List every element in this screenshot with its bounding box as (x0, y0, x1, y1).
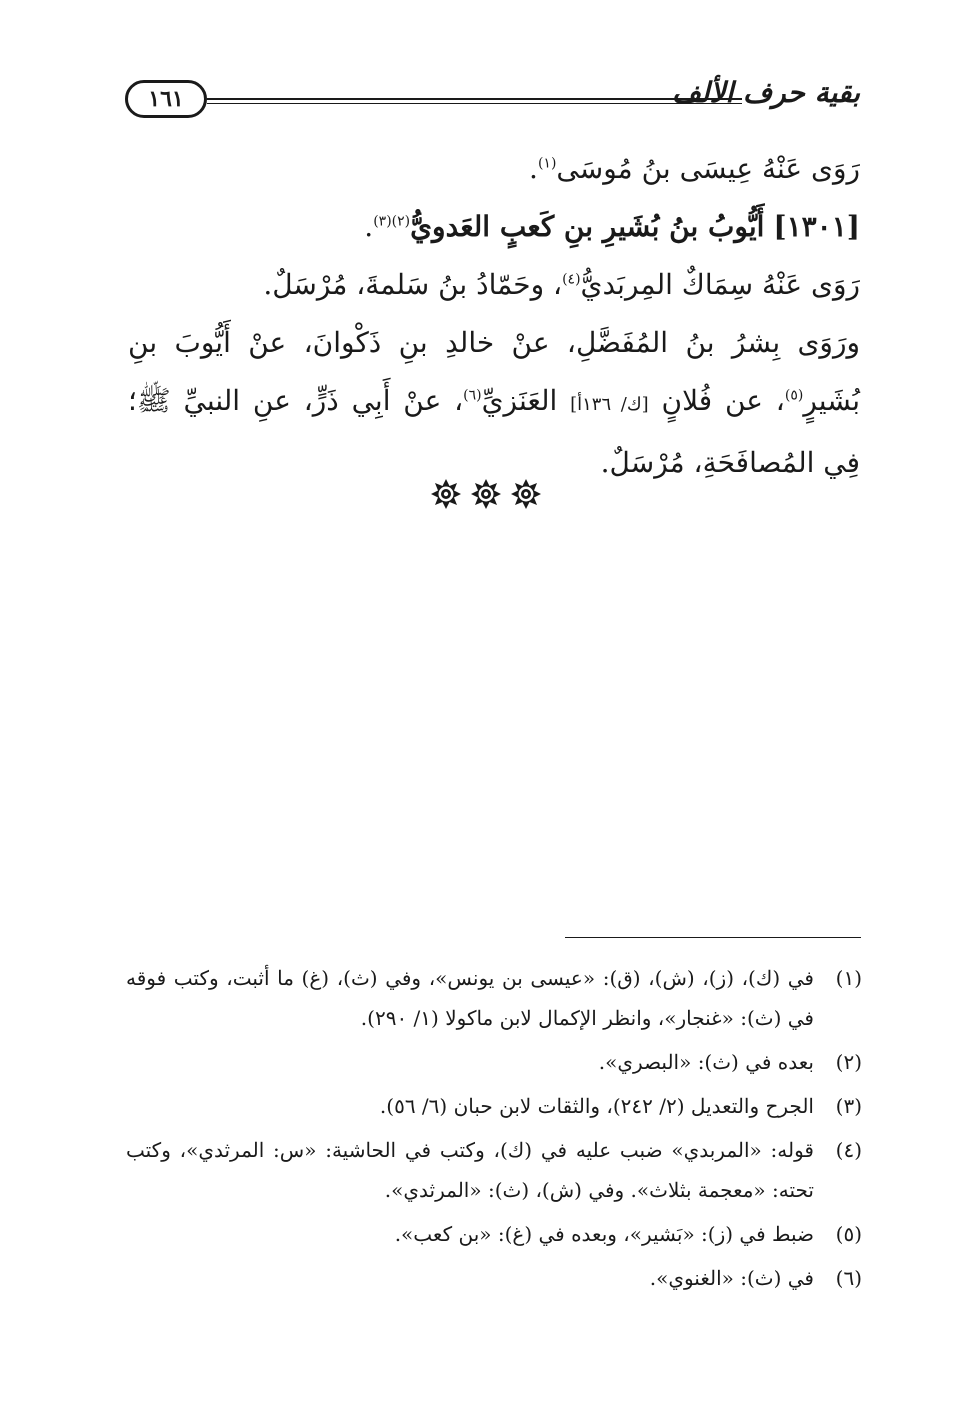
footnote-text: ضبط في (ز): «بَشير»، وبعده في (غ): «بن كعب». (394, 1222, 814, 1246)
footnote-text: في (ك)، (ز)، (ش)، (ق): «عيسى بن يونس»، وفي (ث)، (غ) ما أثبت، وكتب فوقه في (ث): «غنجار»، وانظر الإكمال لابن ماكولا (١/ ٢٩٠). (126, 966, 814, 1030)
footnote-number: (٦) (835, 1266, 862, 1290)
footnote-ref: (٢)(٣) (373, 213, 411, 230)
page-number: ١٦١ (125, 80, 207, 118)
footnote-number: (٣) (835, 1094, 862, 1118)
footnote-item (126, 958, 862, 1038)
footnote-text: الجرح والتعديل (٢/ ٢٤٢)، والثقات لابن حبان (٦/ ٥٦). (379, 1094, 814, 1118)
section-ornaments (0, 478, 971, 514)
footnote-separator (565, 937, 861, 938)
footnote-text: قوله: «المربدي» ضبب عليه في (ك)، وكتب في الحاشية: «س: المرثدي»، وكتب تحته: «معجمة بثلاث». وفي (ش)، (ث): «المرثدي». (126, 1138, 814, 1202)
footnote-ref: (٤) (562, 271, 581, 288)
footnote-item (126, 1130, 862, 1210)
ornament-icon (470, 478, 502, 510)
entry-name: أَيُّوبُ بنُ بُشَيرِ بنِ كَعبٍ العَدويُّ (410, 210, 765, 243)
header-rule-thin (207, 103, 742, 104)
footnote-ref: (١) (537, 155, 557, 172)
entry-heading: [١٣٠١] أَيُّوبُ بنُ بُشَيرِ بنِ كَعبٍ العَدويُّ$^{(٢)(٣)}$. (364, 210, 860, 243)
footnote-number: (١) (835, 966, 862, 990)
footnote-number: (٢) (835, 1050, 862, 1074)
narration-line: رَوَى عَنْهُ سِمَاكٌ المِربَديُّ$^{(٤)}$، وحَمّادُ بنُ سَلمةَ، مُرْسَلٌ. (263, 268, 860, 301)
manuscript-reference: [ك/ ١٣٦أ] (570, 394, 649, 415)
running-title: بقية حرف الألف (672, 76, 860, 109)
footnote-number: (٤) (835, 1138, 862, 1162)
ornament-icon (430, 478, 462, 510)
narration-line: رَوَى عَنْهُ عِيسَى بنُ مُوسَى$^{(١)}$. (529, 152, 860, 185)
footnote-text: في (ث): «الغنوي». (649, 1266, 814, 1290)
footnote-text: بعده في (ث): «البصري». (598, 1050, 814, 1074)
header-rule (207, 98, 742, 100)
entry-number: [١٣٠١] (773, 210, 860, 243)
footnote-ref: (٥) (784, 387, 804, 404)
footnote-item (126, 1086, 862, 1126)
footnote-item (126, 1258, 862, 1298)
footnote-ref: (٦) (463, 387, 482, 404)
page-header (125, 72, 860, 132)
footnotes (126, 958, 862, 1302)
ornament-icon (510, 478, 542, 510)
footnote-item (126, 1042, 862, 1082)
footnote-number: (٥) (835, 1222, 862, 1246)
narration-paragraph: ورَوَى بِشرُ بنُ المُفَضَّلِ، عنْ خالدِ بنِ ذَكْوانَ، عنْ أَيُّوبَ بنِ بُشَيرٍ$^{(٥)}$، عن فُلانٍ [ك/ ١٣٦أ] العَنَزيِّ$^{(٦)}$، عنْ أَبِي ذَرٍّ، عنِ النبيِّ ﷺ؛ فِي المُصافَحَةِ، مُرْسَلٌ. (128, 326, 860, 479)
footnote-item (126, 1214, 862, 1254)
main-text (128, 140, 860, 492)
